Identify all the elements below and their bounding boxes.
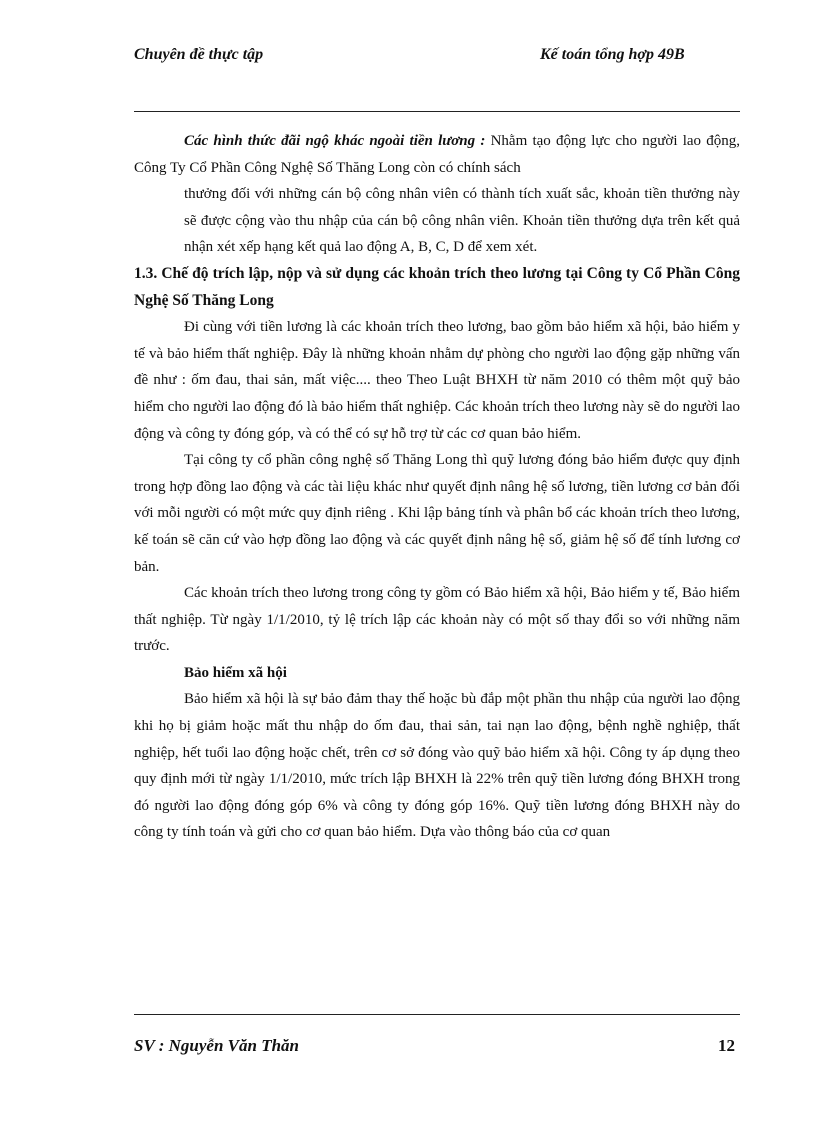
paragraph-3: Tại công ty cổ phần công nghệ số Thăng Long thì quỹ lương đóng bảo hiểm được quy định trong hợp đồng lao động và các tài liệu khác như quyết định nâng hệ số lương, tiền lương cơ bản đối với mỗi người có một mức quy định riêng . Khi lập bảng tính và phân bổ các khoản trích theo lương, kế toán sẽ căn cứ vào hợp đồng lao động và các quyết định nâng hệ số, giảm hệ số để tính lương cơ bản. (134, 452, 740, 575)
subheading-social-insurance: Bảo hiểm xã hội (184, 664, 287, 681)
paragraph-5: Bảo hiểm xã hội là sự bảo đảm thay thế hoặc bù đắp một phần thu nhập của người lao động khi họ bị giảm hoặc mất thu nhập do ốm đau, thai sản, tai nạn lao động, bệnh nghề nghiệp, thất nghiệp, hết tuổi lao động hoặc chết, trên cơ sở đóng vào quỹ bảo hiểm xã hội. Công ty áp dụng theo quy định mới từ ngày 1/1/2010, mức trích lập BHXH là 22% trên quỹ tiền lương đóng BHXH trong đó người lao động đóng góp 6% và công ty đóng góp 16%. Quỹ tiền lương đóng BHXH này do công ty tính toán và gửi cho cơ quan bảo hiểm. Dựa vào thông báo của cơ quan (134, 691, 740, 841)
section-heading: 1.3. Chế độ trích lập, nộp và sử dụng các khoản trích theo lương tại Công ty Cổ Phần Công Nghệ Số Thăng Long (134, 264, 740, 309)
paragraph-4: Các khoản trích theo lương trong công ty gồm có Bảo hiểm xã hội, Bảo hiểm y tế, Bảo hiểm thất nghiệp. Từ ngày 1/1/2010, tỷ lệ trích lập các khoản này có một số thay đổi so với những năm trước. (134, 585, 740, 655)
header-divider (134, 111, 740, 112)
page-number: 12 (718, 1036, 735, 1055)
header-right-title: Kế toán tổng hợp 49B (540, 46, 685, 63)
paragraph-1-label: Các hình thức đãi ngộ khác ngoài tiền lương : (184, 133, 486, 149)
footer-student-name: SV : Nguyễn Văn Thăn (134, 1036, 300, 1055)
paragraph-1-text: Nhằm tạo động lực cho người lao động, Công Ty Cổ Phần Công Nghệ Số Thăng Long còn có chính sách (134, 133, 740, 176)
paragraph-1-continuation: thưởng đối với những cán bộ công nhân viên có thành tích xuất sắc, khoản tiền thưởng này sẽ được cộng vào thu nhập của cán bộ công nhân viên. Khoản tiền thưởng dựa trên kết quả nhận xét xếp hạng kết quả lao động A, B, C, D để xem xét. (184, 186, 740, 256)
paragraph-2: Đi cùng với tiền lương là các khoản trích theo lương, bao gồm bảo hiểm xã hội, bảo hiểm y tế và bảo hiểm thất nghiệp. Đây là những khoản nhằm dự phòng cho người lao động gặp những vấn đề như : ốm đau, thai sản, mất việc.... theo Theo Luật BHXH từ năm 2010 có thêm một quỹ bảo hiểm cho người lao động đó là bảo hiểm thất nghiệp. Các khoản trích theo lương này sẽ do người lao động và công ty đóng góp, và có thể có sự hỗ trợ từ các cơ quan bảo hiểm. (134, 319, 740, 442)
paragraph-1-intro (134, 128, 740, 181)
header-left-title: Chuyên đề thực tập (134, 46, 264, 63)
document-body (134, 128, 740, 846)
footer-divider (134, 1014, 740, 1015)
